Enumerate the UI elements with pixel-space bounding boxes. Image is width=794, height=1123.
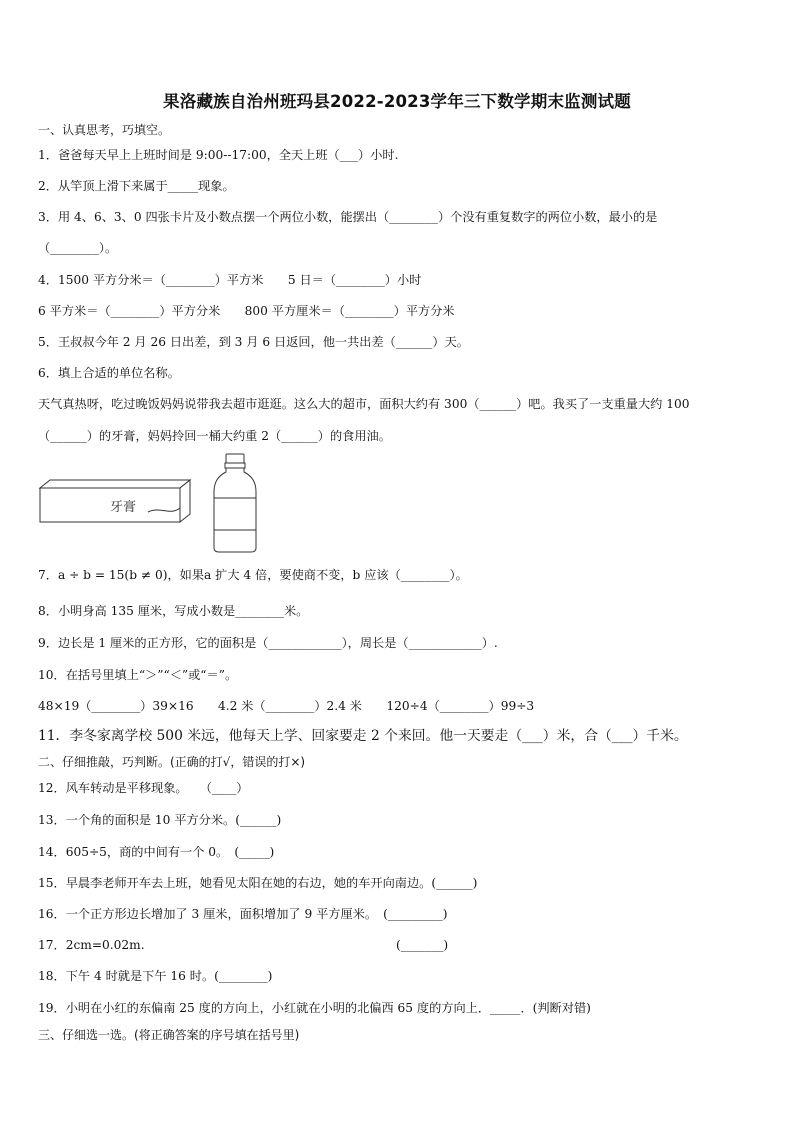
question-15: 15．早晨李老师开车去上班，她看见太阳在她的右边，她的车开向南边。(______) — [38, 876, 478, 890]
question-17-answer-blank: (_______) — [396, 938, 449, 952]
question-17: 17．2cm=0.02m. — [38, 938, 145, 952]
question-3-line-2: （________）。 — [38, 241, 118, 255]
question-16: 16．一个正方形边长增加了 3 厘米，面积增加了 9 平方厘米。 (_________) — [38, 907, 448, 921]
question-1: 1．爸爸每天早上上班时间是 9:00--17:00，全天上班（___）小时. — [38, 148, 399, 162]
question-6: 6．填上合适的单位名称。 — [38, 366, 180, 380]
question-7: 7．a ÷ b = 15(b ≠ 0)，如果a 扩大 4 倍，要使商不变，b 应该（________）。 — [38, 568, 468, 582]
question-9: 9．边长是 1 厘米的正方形，它的面积是（____________），周长是（____________）. — [38, 636, 498, 650]
page-title: 果洛藏族自治州班玛县2022-2023学年三下数学期末监测试题 — [163, 92, 631, 111]
section-1-heading: 一、认真思考，巧填空。 — [38, 123, 171, 137]
question-2: 2．从竿顶上滑下来属于_____现象。 — [38, 179, 235, 193]
question-13: 13．一个角的面积是 10 平方分米。(______) — [38, 813, 282, 827]
toothpaste-label: 牙膏 — [110, 500, 137, 515]
question-11: 11．李冬家离学校 500 米远，他每天上学、回家要走 2 个来回。他一天要走（___）米，合（___）千米。 — [38, 728, 688, 744]
question-4-line-2: 6 平方米＝（________）平方分米 800 平方厘米＝（________）平方分米 — [38, 304, 455, 318]
question-10: 10．在括号里填上“＞”“＜”或“＝”。 — [38, 668, 238, 682]
toothpaste-box-image — [38, 478, 192, 526]
question-3-line-1: 3．用 4、6、3、0 四张卡片及小数点摆一个两位小数，能摆出（________）个没有重复数字的两位小数，最小的是 — [38, 210, 658, 224]
question-18: 18．下午 4 时就是下午 16 时。(________) — [38, 969, 273, 983]
question-8: 8．小明身高 135 厘米，写成小数是________米。 — [38, 604, 309, 618]
question-12: 12．风车转动是平移现象。 （____） — [38, 781, 249, 795]
section-3-heading: 三、仔细选一选。(将正确答案的序号填在括号里) — [38, 1028, 300, 1042]
section-2-heading: 二、仔细推敲，巧判断。(正确的打√，错误的打×) — [38, 755, 306, 769]
question-10-items: 48×19（________）39×16 4.2 米（________）2.4 米 120÷4（________）99÷3 — [38, 699, 535, 713]
question-5: 5．王叔叔今年 2 月 26 日出差，到 3 月 6 日返回，他一共出差（______）天。 — [38, 335, 469, 349]
question-19: 19．小明在小红的东偏南 25 度的方向上，小红就在小明的北偏西 65 度的方向上．_____．(判断对错) — [38, 1001, 591, 1015]
question-4-line-1: 4．1500 平方分米＝（________）平方米 5 日＝（________）小时 — [38, 273, 422, 287]
question-6-text-1: 天气真热呀，吃过晚饭妈妈说带我去超市逛逛。这么大的超市，面积大约有 300（______）吧。我买了一支重量大约 100 — [38, 397, 690, 411]
question-14: 14．605÷5，商的中间有一个 0。 (_____) — [38, 845, 275, 859]
question-6-text-2: （______）的牙膏，妈妈拎回一桶大约重 2（______）的食用油。 — [38, 429, 391, 443]
oil-bottle-image — [210, 452, 260, 554]
